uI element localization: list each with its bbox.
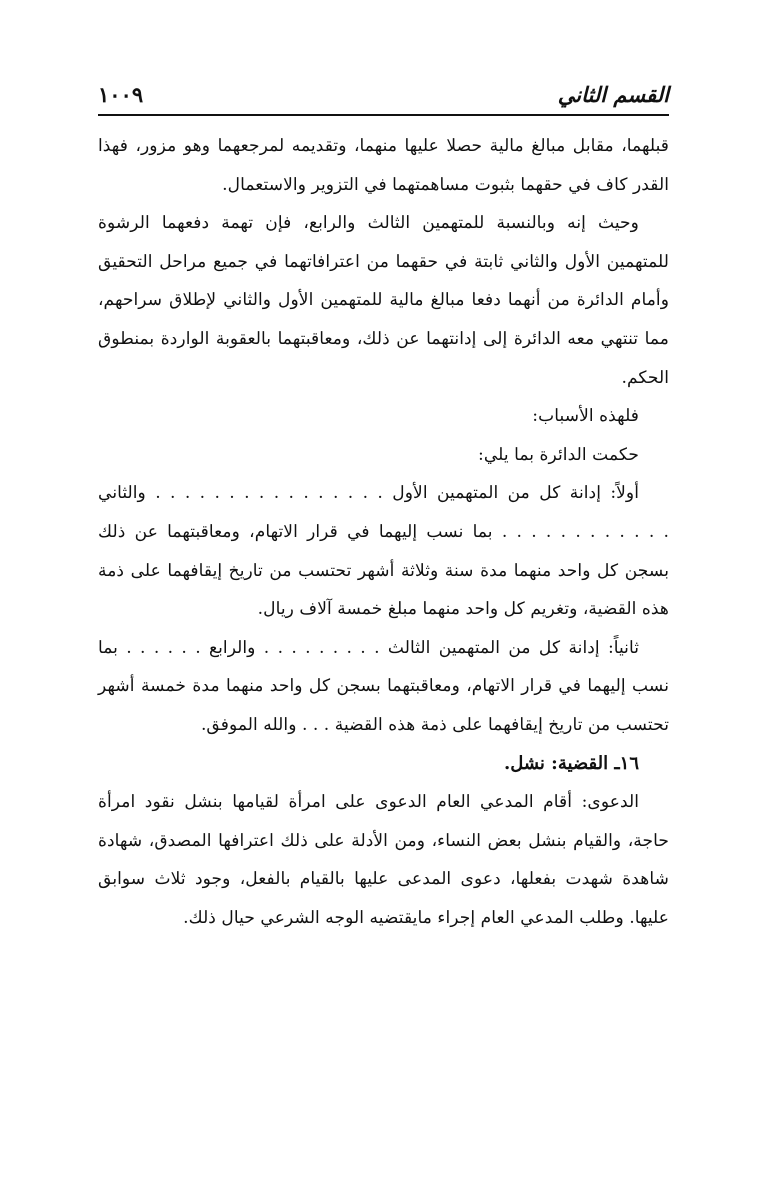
verdict-second-rest: نسب إليهما في قرار الاتهام، ومعاقبتهما بسجن كل واحد منهما مدة خمسة أشهر تحتسب من تاريخ إيقافهما على ذمة هذه القضية . . . والله الموفق. — [98, 676, 669, 735]
reasons-heading: فلهذه الأسباب: — [532, 406, 639, 427]
verdict-first-line-2: . . . . . . . . . . . . بما نسب إليهما في قرار الاتهام، ومعاقبتهما عن ذلك — [98, 521, 669, 542]
paragraph-1: قبلهما، مقابل مبالغ مالية حصلا عليها منهما، وتقديمه لمرجعهما وهو مزور، فهذا القدر كاف في حقهما بثبوت مساهمتهما في التزوير والاستعمال. — [98, 136, 669, 195]
case-heading: ١٦ـ القضية: نشل. — [503, 752, 639, 774]
verdict-first-rest: بسجن كل واحد منهما مدة سنة وثلاثة أشهر تحتسب من تاريخ إيقافهما على ذمة هذه القضية، وتغريم كل واحد منهما مبلغ خمسة آلاف ريال. — [98, 560, 669, 620]
body-text — [98, 127, 669, 937]
page-number: ١٠٠٩ — [98, 82, 144, 107]
page-header — [98, 82, 669, 116]
verdict-intro: حكمت الدائرة بما يلي: — [478, 444, 639, 465]
section-title: القسم الثاني — [557, 82, 669, 107]
claim-paragraph: الدعوى: أقام المدعي العام الدعوى على امرأة لقيامها بنشل نقود امرأة حاجة، والقيام بنشل بعض النساء، ومن الأدلة على ذلك اعترافها المصدق، شهادة شاهدة شهدت بفعلها، دعوى المدعى عليها بالقيام بالفعل، وجود ثلاث سوابق عليها. وطلب المدعي العام إجراء مايقتضيه الوجه الشرعي حيال ذلك. — [98, 792, 669, 928]
verdict-first-line-1: أولاً: إدانة كل من المتهمين الأول . . . . . . . . . . . . . . . . والثاني — [98, 483, 639, 504]
paragraph-2: وحيث إنه وبالنسبة للمتهمين الثالث والرابع، فإن تهمة دفعهما الرشوة للمتهمين الأول والثاني ثابتة في حقهما من اعترافاتهما في جميع مراحل التحقيق وأمام الدائرة من أنهما دفعا مبالغ مالية للمتهمين الأول والثاني لإطلاق سراحهم، مما تنتهي معه الدائرة إلى إدانتهما عن ذلك، ومعاقبتهما بالعقوبة الواردة بمنطوق الحكم. — [98, 213, 669, 388]
verdict-second-line-1: ثانياً: إدانة كل من المتهمين الثالث . . . . . . . . . والرابع . . . . . . بما — [98, 637, 639, 658]
